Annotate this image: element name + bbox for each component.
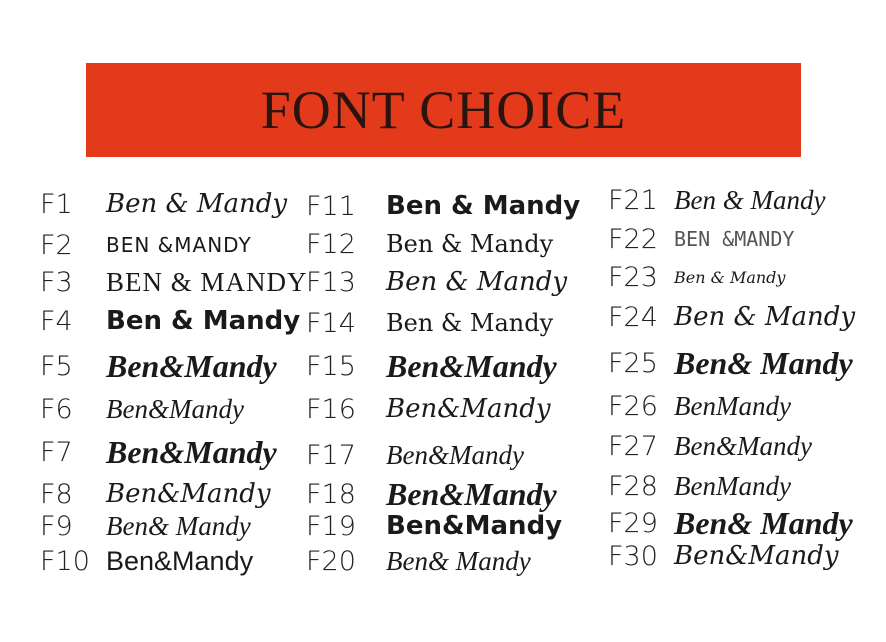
font-option-f20[interactable] (306, 541, 531, 581)
font-sample: Ben&Mandy (386, 475, 557, 512)
font-code: F3 (40, 266, 73, 298)
font-option-f24[interactable] (608, 297, 855, 337)
banner-title: FONT CHOICE (260, 80, 627, 140)
font-code: F15 (306, 350, 356, 382)
font-code: F26 (608, 390, 658, 422)
font-code: F7 (40, 436, 73, 468)
font-sample: BEN &MANDY (106, 233, 252, 257)
font-sample: Ben & Mandy (674, 267, 786, 287)
font-sample: Ben&Mandy (106, 433, 277, 470)
font-choice-banner (86, 63, 801, 157)
font-sample: Ben&Mandy (674, 541, 839, 571)
font-code: F8 (40, 478, 73, 510)
font-code: F18 (306, 478, 356, 510)
font-sample: BEN &MANDY (674, 227, 795, 251)
font-sample: Ben&Mandy (386, 347, 557, 384)
font-option-f3[interactable] (40, 262, 308, 302)
font-code: F2 (40, 229, 73, 261)
font-option-f1[interactable] (40, 184, 287, 224)
font-code: F27 (608, 430, 658, 462)
font-sample: Ben & Mandy (674, 302, 856, 332)
font-code: F10 (40, 545, 90, 577)
font-sample: Ben&Mandy (106, 347, 277, 384)
font-code: F23 (608, 261, 658, 293)
font-code: F6 (40, 393, 73, 425)
font-code: F28 (608, 470, 658, 502)
font-code: F12 (306, 228, 356, 260)
font-sample: BenMandy (674, 470, 791, 501)
font-sample: Ben&Mandy (106, 545, 254, 576)
font-option-f4[interactable] (40, 301, 300, 341)
font-option-f13[interactable] (306, 262, 567, 302)
font-code: F30 (608, 540, 658, 572)
font-sample: Ben&Mandy (106, 479, 271, 509)
font-option-f14[interactable] (306, 303, 553, 343)
font-code: F13 (306, 266, 356, 298)
font-code: F5 (40, 350, 73, 382)
font-option-f30[interactable] (608, 536, 839, 576)
font-option-f5[interactable] (40, 346, 277, 386)
font-code: F19 (306, 510, 356, 542)
font-option-f16[interactable] (306, 389, 551, 429)
font-sample: Ben&Mandy (386, 439, 524, 470)
font-sample: Ben & Mandy (106, 189, 288, 219)
font-sample: Ben& Mandy (674, 344, 853, 381)
font-code: F9 (40, 510, 73, 542)
font-option-f17[interactable] (306, 435, 524, 475)
font-option-f26[interactable] (608, 386, 791, 426)
font-code: F4 (40, 305, 73, 337)
font-option-f2[interactable] (40, 225, 252, 265)
font-sample: Ben & Mandy (386, 230, 554, 258)
font-sample: Ben & Mandy (386, 267, 568, 297)
font-option-f28[interactable] (608, 466, 791, 506)
font-code: F17 (306, 439, 356, 471)
font-sample: Ben& Mandy (386, 545, 531, 576)
font-sample: Ben & Mandy (106, 306, 301, 336)
font-option-f27[interactable] (608, 426, 812, 466)
font-code: F21 (608, 184, 658, 216)
font-option-f22[interactable] (608, 219, 794, 259)
font-sample: Ben & Mandy (386, 309, 554, 337)
font-sample: Ben&Mandy (386, 394, 551, 424)
font-option-f9[interactable] (40, 506, 251, 546)
font-sample: Ben&Mandy (674, 430, 812, 461)
font-option-f19[interactable] (306, 506, 562, 546)
font-option-f7[interactable] (40, 432, 277, 472)
font-option-f10[interactable] (40, 541, 253, 581)
font-sample: Ben& Mandy (674, 504, 853, 541)
font-code: F22 (608, 223, 658, 255)
font-code: F11 (306, 190, 356, 222)
font-sample: Ben & Mandy (674, 184, 826, 215)
font-code: F25 (608, 347, 658, 379)
font-code: F29 (608, 507, 658, 539)
font-sample: Ben& Mandy (106, 510, 251, 541)
font-code: F14 (306, 307, 356, 339)
font-sample: Ben & Mandy (386, 191, 581, 221)
font-sample: Ben&Mandy (386, 511, 563, 541)
font-option-f11[interactable] (306, 186, 580, 226)
font-sample: BenMandy (674, 390, 791, 421)
font-code: F24 (608, 301, 658, 333)
font-option-f21[interactable] (608, 180, 825, 220)
font-code: F1 (40, 188, 73, 220)
font-sample: Ben&Mandy (106, 393, 244, 424)
font-code: F16 (306, 393, 356, 425)
font-option-f12[interactable] (306, 224, 553, 264)
font-option-f6[interactable] (40, 389, 244, 429)
font-option-f23[interactable] (608, 257, 785, 297)
font-option-f25[interactable] (608, 343, 853, 383)
font-sample: BEN & MANDY (106, 266, 308, 297)
font-code: F20 (306, 545, 356, 577)
font-option-f15[interactable] (306, 346, 557, 386)
